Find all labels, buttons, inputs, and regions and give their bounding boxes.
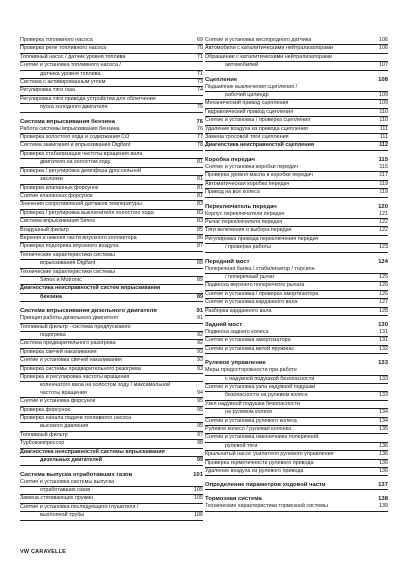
toc-right-column <box>205 37 388 512</box>
toc-page-number: 83 <box>197 218 203 225</box>
toc-entry-title: Меры предосторожности при работе <box>205 367 297 374</box>
toc-entry-title: Система впрыскивания Simos <box>20 218 96 225</box>
toc-entry <box>20 479 203 487</box>
toc-page-number: 119 <box>379 189 388 196</box>
toc-entry <box>205 282 388 290</box>
toc-page-number: 139 <box>379 503 388 510</box>
toc-entry-title: Поперечная балка / стабилизатор / торсион <box>205 265 315 272</box>
toc-entry-title: Проверка / регулировка демпфера дроссельной <box>20 167 142 174</box>
toc-entry-title: Система выпуска отработавших газов <box>20 471 133 478</box>
toc-entry <box>20 104 203 112</box>
toc-page-number: 126 <box>379 290 388 297</box>
toc-entry-title: Проверка подогрева впускного воздуха <box>20 243 119 250</box>
toc-entry <box>205 376 388 384</box>
toc-entry <box>20 96 203 104</box>
toc-entry <box>205 109 388 117</box>
toc-entry <box>205 274 388 282</box>
toc-entry <box>20 512 203 520</box>
toc-entry <box>205 142 388 150</box>
toc-entry-title: рабочий цилиндр <box>225 92 269 99</box>
toc-entry-title: Замена стягивающих пружин <box>20 495 94 502</box>
toc-entry-title: бензина <box>40 293 62 300</box>
toc-entry-title: Снятие и установка последующего глушителя / <box>20 503 139 510</box>
toc-entry <box>205 443 388 451</box>
toc-section-heading <box>205 321 388 329</box>
toc-entry-title: Технические характеристики системы <box>20 251 115 258</box>
toc-entry-title: пуска холодного двигателя <box>40 104 108 111</box>
toc-page-number: 115 <box>378 156 388 163</box>
toc-page-number: 105 <box>194 486 203 493</box>
toc-entry-title: Система впрыскивания дизельного двигателя <box>20 308 157 315</box>
toc-entry-title: Передний мост <box>205 258 250 265</box>
toc-entry <box>20 54 203 62</box>
toc-entry <box>205 468 388 476</box>
toc-page-number: 110 <box>379 117 388 124</box>
toc-page-number: 112 <box>379 142 388 149</box>
toc-entry <box>205 503 388 511</box>
toc-page-number: 93 <box>197 357 203 364</box>
toc-entry-title: Диагностика неисправностей систем впрыскивания <box>20 285 161 292</box>
toc-entry <box>20 252 203 260</box>
toc-entry-title: / поперечный рычаг <box>225 273 275 280</box>
toc-entry-title: Тормозная система <box>205 496 262 503</box>
toc-entry <box>20 449 203 457</box>
toc-entry <box>205 460 388 468</box>
toc-entry <box>20 366 203 374</box>
toc-page-number: 94 <box>197 389 203 396</box>
toc-entry-title: Крыльчатый насос усилителя рулевого управления <box>205 451 334 458</box>
toc-entry <box>20 243 203 251</box>
toc-entry <box>205 401 388 409</box>
toc-entry-title: Регулировка тяги привода устройства для облегчения <box>20 95 156 102</box>
toc-entry-title: Снятие и установка коробки передач <box>205 163 298 170</box>
toc-entry <box>20 210 203 218</box>
toc-entry <box>20 315 203 323</box>
toc-entry-title: Воздушный фильтр <box>20 226 69 233</box>
toc-entry <box>205 219 388 227</box>
toc-page-number: 91 <box>197 315 203 322</box>
toc-entry <box>205 266 388 274</box>
toc-page-number: 97 <box>197 431 203 438</box>
toc-entry-title: Проверка системы предварительного разогрева <box>20 365 141 372</box>
toc-entry-title: двигателя на холостом ходу <box>40 159 111 166</box>
toc-page-number: 88 <box>197 260 203 267</box>
toc-entry-title: Принцип работы дизельного двигателя <box>20 315 118 322</box>
toc-entry <box>205 329 388 337</box>
toc-entry <box>205 227 388 235</box>
toc-entry-title: Гидравлический привод сцепления <box>205 108 293 115</box>
toc-entry <box>20 37 203 45</box>
toc-entry-title: Коробка передач <box>205 156 255 163</box>
toc-entry <box>205 308 388 316</box>
toc-page-number: 95 <box>197 423 203 430</box>
toc-entry-title: Снятие и установка / проверка сцепления <box>205 117 311 124</box>
toc-entry <box>20 324 203 332</box>
toc-page-number: 106 <box>379 37 388 43</box>
toc-entry-title: Проверка стабилизации частоты вращения вала <box>20 150 143 157</box>
toc-entry <box>205 181 388 189</box>
toc-page-number: 93 <box>197 365 203 372</box>
toc-entry-title: дизельных двигателей <box>40 457 103 464</box>
toc-entry <box>205 418 388 426</box>
toc-entry <box>20 382 203 389</box>
toc-entry-title: Диагностика неисправностей сцепления <box>205 142 315 149</box>
toc-entry <box>20 71 203 79</box>
toc-entry <box>205 337 388 345</box>
toc-entry-title: Обращение с каталитическими нейтрализаторами <box>205 53 332 60</box>
toc-page-number: 85 <box>197 226 203 233</box>
toc-page-number: 122 <box>379 227 388 234</box>
toc-section-heading <box>205 258 388 266</box>
toc-entry-title: Снятие и установка узла надувной подушки <box>205 384 316 390</box>
toc-page-number: 87 <box>197 243 203 250</box>
toc-page-number: 91 <box>196 308 203 315</box>
toc-entry-title: Снятие и установка системы выпуска <box>20 478 115 485</box>
toc-entry <box>20 398 203 406</box>
toc-page-number: 131 <box>379 337 388 344</box>
toc-section-heading <box>20 118 203 126</box>
toc-entry-title: автомобилей <box>225 62 259 69</box>
toc-page-number: 81 <box>197 176 203 183</box>
toc-page-number: 92 <box>197 340 203 347</box>
toc-entry-title: Снятие и установка форсунок <box>20 398 95 405</box>
toc-entry-title: Топливный фильтр <box>20 431 68 438</box>
toc-page-number: 89 <box>197 293 203 300</box>
toc-entry-title: Проверка начала подачи топливного насоса <box>20 415 132 422</box>
toc-page-number: 75 <box>197 104 203 111</box>
toc-entry <box>205 346 388 354</box>
toc-page-number: 81 <box>197 184 203 191</box>
toc-page-number: 133 <box>378 360 388 367</box>
toc-entry <box>20 151 203 159</box>
toc-page-number: 135 <box>379 426 388 433</box>
toc-entry <box>205 100 388 108</box>
toc-entry <box>20 269 203 277</box>
toc-page-number: 132 <box>379 345 388 352</box>
toc-page-number: 81 <box>197 192 203 199</box>
toc-entry-title: Узел надувной подушки безопасности <box>205 400 301 407</box>
toc-entry <box>205 451 388 459</box>
toc-page-number: 93 <box>197 348 203 355</box>
toc-entry-title: Снятие клапанных форсунок <box>20 192 93 199</box>
toc-page-number: 107 <box>379 62 388 69</box>
toc-page-number: 125 <box>379 273 388 280</box>
toc-page-number: 126 <box>379 282 388 289</box>
toc-entry <box>205 211 388 219</box>
toc-entry-title: Автомобили с каталитическими нейтрализаторами <box>205 45 333 52</box>
toc-entry <box>20 349 203 357</box>
toc-entry <box>205 291 388 299</box>
toc-entry <box>205 434 388 442</box>
toc-entry-title: безопасности на рулевом колесе <box>225 392 308 399</box>
toc-page-number: 136 <box>379 451 388 458</box>
toc-entry <box>205 84 388 92</box>
toc-entry-title: Проверка уровня масла в коробке передач <box>205 172 313 179</box>
toc-entry-title: Снятие и установка амортизатора <box>205 337 291 344</box>
toc-entry <box>20 407 203 415</box>
toc-entry-title: Технические характеристики системы <box>20 268 115 275</box>
toc-entry-title: Задний мост <box>205 321 243 328</box>
toc-page-number: 78 <box>197 142 203 149</box>
toc-entry-title: Топливный насос / датчик уровня топлива <box>20 53 126 60</box>
toc-page-number: 115 <box>379 163 388 170</box>
toc-entry <box>20 185 203 193</box>
toc-entry <box>20 415 203 423</box>
toc-entry-title: Система предварительного разогрева <box>20 340 116 347</box>
toc-entry-title: впрыскивания Digifant <box>40 260 96 267</box>
toc-entry-title: подогрева <box>40 332 66 338</box>
toc-entry-title: Снятие и установка свечей накаливания <box>20 357 122 364</box>
toc-page-number: 120 <box>378 203 388 210</box>
toc-entry-title: Система впрыскивания бензина <box>20 118 116 125</box>
toc-entry <box>205 54 388 62</box>
toc-entry <box>20 227 203 235</box>
toc-entry-title: Значения сопротивлений датчиков температуры <box>20 201 142 208</box>
toc-page-number: 134 <box>379 409 388 416</box>
toc-entry-title: Снятие и установка наконечника поперечной <box>205 434 319 441</box>
toc-entry-title: высокого давления <box>40 423 89 430</box>
toc-section-heading <box>205 203 388 211</box>
toc-entry-title: Проверка свечей накаливания <box>20 348 97 355</box>
toc-entry-title: Проверка и регулировка частоты вращения <box>20 374 130 381</box>
toc-entry <box>20 332 203 340</box>
toc-entry-title: Рычаг переключателя передач <box>205 218 283 225</box>
toc-page-number: 99 <box>197 457 203 464</box>
toc-entry <box>20 390 203 398</box>
toc-entry-title: Рулевое управление <box>205 360 266 367</box>
toc-entry-title: Снятие и установка / проверка амортизатора <box>205 290 319 297</box>
toc-entry-title: рулевой тяги <box>225 442 258 449</box>
toc-section-heading <box>20 471 203 479</box>
toc-entry <box>20 423 203 431</box>
toc-page-number: 130 <box>378 321 388 328</box>
toc-entry <box>205 45 388 53</box>
toc-entry-title: Регулировка привода переключения передач <box>205 235 319 242</box>
toc-entry-title: Снятие и установка витой пружины <box>205 345 294 352</box>
toc-page-number: 133 <box>379 392 388 399</box>
toc-entry-title: Проверка герметичности рулевого привода <box>205 459 314 466</box>
toc-section-heading <box>205 359 388 367</box>
toc-entry-title: Определение параметров ходовой части <box>205 482 326 489</box>
toc-page-number: 109 <box>379 100 388 107</box>
toc-page-number: 137 <box>378 482 388 489</box>
toc-entry-title: Автоматическая коробка передач <box>205 180 290 187</box>
toc-entry <box>20 457 203 465</box>
toc-entry <box>205 236 388 244</box>
toc-entry-title: Корпус переключателя передач <box>205 210 285 217</box>
toc-section-heading <box>205 76 388 84</box>
toc-entry <box>20 285 203 293</box>
toc-entry-title: Регулировка тяги газа <box>20 87 76 94</box>
toc-entry <box>205 384 388 392</box>
toc-entry-title: Удаление воздуха из рулевого привода <box>205 468 304 475</box>
toc-entry <box>20 487 203 495</box>
toc-page-number: 76 <box>197 125 203 132</box>
toc-page-number: 136 <box>379 468 388 475</box>
toc-entry-title: Турбокомпрессор <box>20 440 65 447</box>
toc-entry-title: Система зажигания и впрыскивания Digifant <box>20 142 131 149</box>
toc-entry-title: отработавших газов <box>40 486 91 493</box>
toc-entry-title: Привод на все колеса <box>205 189 260 196</box>
toc-page-number: 69 <box>197 37 203 43</box>
toc-entry <box>20 340 203 348</box>
toc-entry-title: Замена тросовой тяги сцепления <box>205 134 289 141</box>
toc-page-number: 109 <box>379 92 388 99</box>
toc-entry-title: Снятие и установка топливного насоса / <box>20 62 121 69</box>
toc-entry <box>205 117 388 125</box>
toc-page-number: 136 <box>379 459 388 466</box>
toc-entry-title: Проверка клапанных форсунок <box>20 184 99 191</box>
toc-entry <box>20 260 203 268</box>
toc-entry-title: Система с активированным углем <box>20 79 106 86</box>
toc-entry-title: заслонки <box>40 176 63 183</box>
toc-page-number: 127 <box>379 299 388 306</box>
toc-page-number: 122 <box>379 218 388 225</box>
toc-page-number: 77 <box>197 134 203 141</box>
toc-entry <box>20 87 203 95</box>
toc-entry <box>20 142 203 150</box>
toc-entry-title: Диагностика неисправностей системы впрыскивания <box>20 448 165 455</box>
toc-entry <box>20 201 203 209</box>
toc-entry-title: Снятие и установка кислородного датчика <box>205 37 312 43</box>
toc-entry <box>205 392 388 400</box>
toc-page-number: 76 <box>196 118 203 125</box>
toc-page-number: 106 <box>379 45 388 52</box>
toc-entry-title: Проверка форсунок <box>20 406 70 413</box>
toc-page-number: 128 <box>379 307 388 314</box>
toc-entry <box>205 367 388 375</box>
toc-entry-title: Переключатель передач <box>205 203 277 210</box>
toc-entry <box>205 299 388 307</box>
toc-section-heading <box>20 307 203 315</box>
toc-entry <box>20 45 203 53</box>
toc-page-number: 98 <box>197 440 203 447</box>
toc-page-number: 70 <box>197 45 203 52</box>
toc-entry-title: Проверка топливного насоса <box>20 37 93 43</box>
toc-page-number: 124 <box>378 258 388 265</box>
toc-entry <box>20 79 203 87</box>
toc-entry-title: Тяги включения и выбора передач <box>205 227 292 234</box>
toc-entry <box>20 440 203 448</box>
toc-entry <box>205 126 388 134</box>
toc-page-number: 71 <box>197 53 203 60</box>
toc-page-number: 106 <box>194 512 203 519</box>
toc-page-number: 86 <box>197 234 203 241</box>
toc-page-number: 134 <box>379 417 388 424</box>
toc-page-number: 101 <box>193 471 203 478</box>
toc-entry-title: Рулевое колесо / рулевая колонка <box>205 426 292 433</box>
toc-entry-title: датчика уровня топлива <box>40 70 101 77</box>
toc-entry-title: Верхняя и нижняя части впускного коллектора <box>20 234 137 241</box>
toc-entry <box>20 235 203 243</box>
toc-entry-title: Проверка холостого хода и содержания CO <box>20 134 130 141</box>
toc-page-number: 89 <box>197 276 203 283</box>
toc-entry <box>20 504 203 512</box>
toc-entry-title: с надувной подушкой безопасности <box>225 375 315 382</box>
toc-entry <box>205 164 388 172</box>
toc-page-number: 123 <box>379 244 388 251</box>
toc-entry-title: Разборка карданного вала <box>205 307 272 314</box>
toc-entry-title: Проверка / регулировка выключателя холостого хода <box>20 209 154 216</box>
toc-entry <box>205 172 388 180</box>
toc-entry-title: частоты вращения <box>40 389 87 396</box>
toc-entry-title: на рулевом колесе <box>225 409 273 416</box>
toc-page-number: 111 <box>379 125 388 132</box>
toc-page-number: 133 <box>379 375 388 382</box>
toc-entry <box>20 495 203 503</box>
toc-entry <box>20 432 203 440</box>
toc-page-number: 95 <box>197 398 203 405</box>
toc-entry-title: выхлопной трубы <box>40 512 85 519</box>
toc-entry <box>205 62 388 70</box>
toc-entry-title: Работа системы впрыскивания бензина <box>20 125 120 132</box>
toc-page-number: 92 <box>197 332 203 338</box>
toc-page-number: 83 <box>197 201 203 208</box>
toc-entry <box>20 168 203 176</box>
toc-page-number: 71 <box>197 70 203 77</box>
toc-page-number: 136 <box>379 442 388 449</box>
toc-entry-title: Simos и Motronic <box>40 276 82 283</box>
toc-entry-title: Подвеска верхнего поперечного рычага <box>205 282 305 289</box>
toc-entry-title: Подшипник выключения сцепления / <box>205 83 298 90</box>
toc-entry-title: Удаление воздуха из привода сцепления <box>205 125 308 132</box>
toc-entry-title: Механический привод сцепления <box>205 100 289 107</box>
toc-page-number: 111 <box>379 134 388 141</box>
toc-entry <box>205 409 388 417</box>
toc-page-number: 110 <box>379 108 388 115</box>
toc-page-number: 138 <box>378 496 388 503</box>
toc-entry-title: / проверка работы <box>225 244 271 251</box>
toc-entry <box>205 244 388 252</box>
toc-entry <box>20 134 203 142</box>
toc-section-heading <box>205 481 388 490</box>
toc-entry <box>20 159 203 167</box>
toc-entry-title: Проверка реле топливного насоса <box>20 45 107 52</box>
toc-page-number: 83 <box>197 209 203 216</box>
toc-page-number: 117 <box>379 172 388 179</box>
toc-entry-title: Сцепление <box>205 76 238 83</box>
toc-entry-title: Технические характеристики тормозной системы <box>205 503 328 510</box>
toc-page-number: 108 <box>378 76 388 83</box>
toc-page-number: 119 <box>379 180 388 187</box>
toc-entry <box>20 218 203 226</box>
page-footer: VW CARAVELLE <box>20 549 66 555</box>
toc-entry-title: Снятие и установка рулевого колеса <box>205 417 297 424</box>
toc-entry <box>20 294 203 302</box>
toc-entry <box>20 126 203 134</box>
toc-entry-title: коленчатого вала на холостом ходу / максимальной <box>40 382 171 389</box>
toc-entry <box>20 62 203 70</box>
toc-page-number: 95 <box>197 406 203 413</box>
toc-page-number: 73 <box>197 79 203 86</box>
toc-entry-title: Снятие и установка карданного вала <box>205 299 298 306</box>
toc-left-column <box>20 37 203 521</box>
toc-page-number: 105 <box>194 495 203 502</box>
toc-entry-title: Топливный фильтр - система предпускового <box>20 323 131 330</box>
toc-page-number: 131 <box>379 328 388 335</box>
toc-page-number: 81 <box>197 159 203 166</box>
toc-entry <box>20 176 203 184</box>
toc-entry <box>20 357 203 365</box>
toc-page-number: 74 <box>197 87 203 94</box>
toc-page-number: 121 <box>379 210 388 217</box>
toc-entry <box>205 189 388 197</box>
toc-entry-title: Подвеска заднего колеса <box>205 328 269 335</box>
toc-section-heading <box>205 156 388 164</box>
